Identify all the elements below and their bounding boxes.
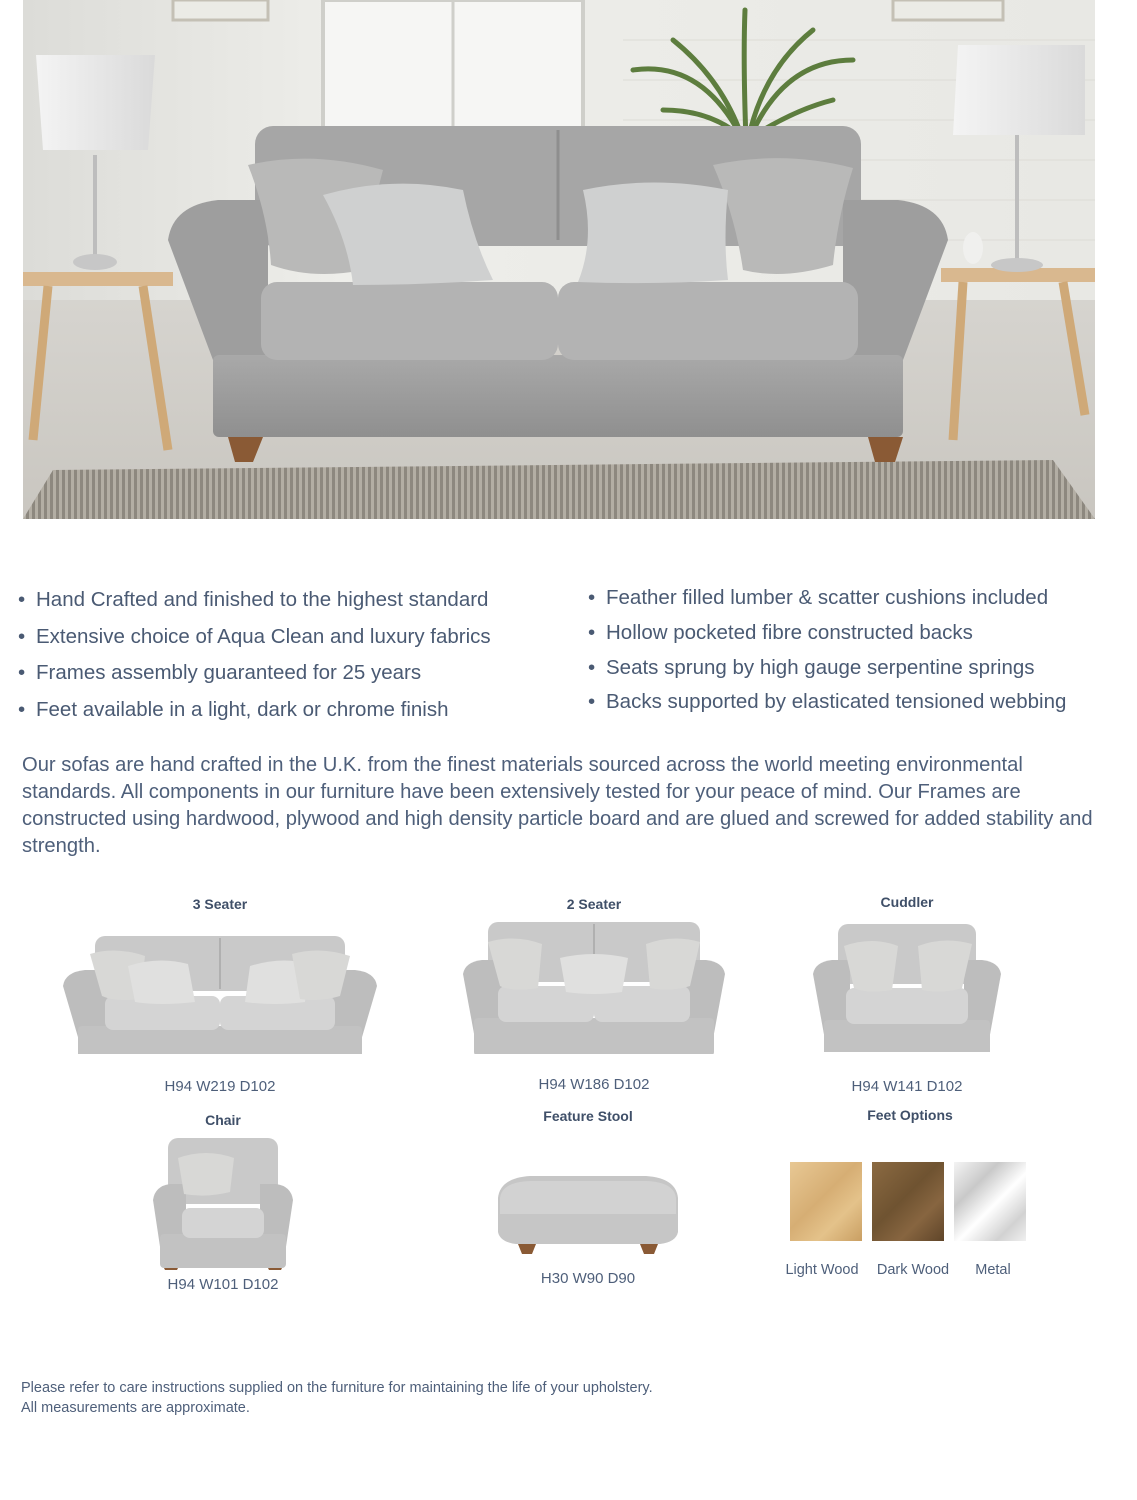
- footer-notes: [21, 1378, 653, 1418]
- feet-options-heading: Feet Options: [867, 1107, 953, 1123]
- swatch-label-light-wood: Light Wood: [785, 1262, 859, 1278]
- feature-item: • Extensive choice of Aqua Clean and luxury fabrics: [18, 621, 491, 658]
- product-2-seater: [460, 894, 728, 1096]
- product-name: Feature Stool: [543, 1108, 633, 1124]
- feature-item: • Feet available in a light, dark or chrome finish: [18, 694, 491, 731]
- intro-paragraph: Our sofas are hand crafted in the U.K. from the finest materials sourced across the world meeting environmental standards. All components in our furniture have been extensively tested for your peace of mind. Our Frames are constructed using hardwood, plywood and high density particle board and are glued and screwed for added stability and strength.: [22, 754, 1093, 857]
- feature-item: • Backs supported by elasticated tensioned webbing: [588, 686, 1066, 721]
- cuddler-sofa-icon: [810, 912, 1004, 1052]
- two-seater-sofa-icon: [460, 914, 728, 1054]
- features-left-list: [18, 584, 491, 731]
- product-name: Cuddler: [880, 894, 934, 910]
- dark-wood-swatch: [872, 1162, 944, 1241]
- hero-sofa-image: [23, 0, 1095, 519]
- light-wood-swatch: [790, 1162, 862, 1241]
- product-chair: [150, 1110, 296, 1296]
- product-dimensions: H94 W219 D102: [164, 1078, 276, 1095]
- product-dimensions: H94 W186 D102: [538, 1076, 650, 1093]
- swatch-label-metal: Metal: [975, 1262, 1011, 1278]
- feature-item: • Hand Crafted and finished to the highest standard: [18, 584, 491, 621]
- three-seater-sofa-icon: [60, 914, 380, 1054]
- chair-icon: [150, 1130, 296, 1270]
- product-3-seater: [60, 894, 380, 1098]
- footer-care-note: Please refer to care instructions supplied on the furniture for maintaining the life of your upholstery.: [21, 1380, 653, 1396]
- product-dimensions: H94 W101 D102: [167, 1276, 279, 1293]
- feature-item: • Hollow pocketed fibre constructed backs: [588, 617, 1066, 652]
- swatch-label-dark-wood: Dark Wood: [876, 1262, 950, 1278]
- features-right-list: [588, 582, 1066, 721]
- feature-item: • Feather filled lumber & scatter cushions included: [588, 582, 1066, 617]
- feet-options-title: [810, 1105, 1010, 1125]
- footer-measurement-note: All measurements are approximate.: [21, 1400, 250, 1416]
- product-name: 3 Seater: [192, 896, 248, 912]
- feature-item: • Seats sprung by high gauge serpentine springs: [588, 652, 1066, 687]
- feature-stool-icon: [490, 1126, 686, 1266]
- product-name: Chair: [205, 1112, 241, 1128]
- feature-item: • Frames assembly guaranteed for 25 years: [18, 657, 491, 694]
- product-dimensions: H30 W90 D90: [540, 1270, 636, 1287]
- metal-swatch: [954, 1162, 1026, 1241]
- product-name: 2 Seater: [566, 896, 622, 912]
- product-cuddler: [810, 892, 1004, 1098]
- product-dimensions: H94 W141 D102: [851, 1078, 963, 1095]
- product-feature-stool: [490, 1106, 686, 1290]
